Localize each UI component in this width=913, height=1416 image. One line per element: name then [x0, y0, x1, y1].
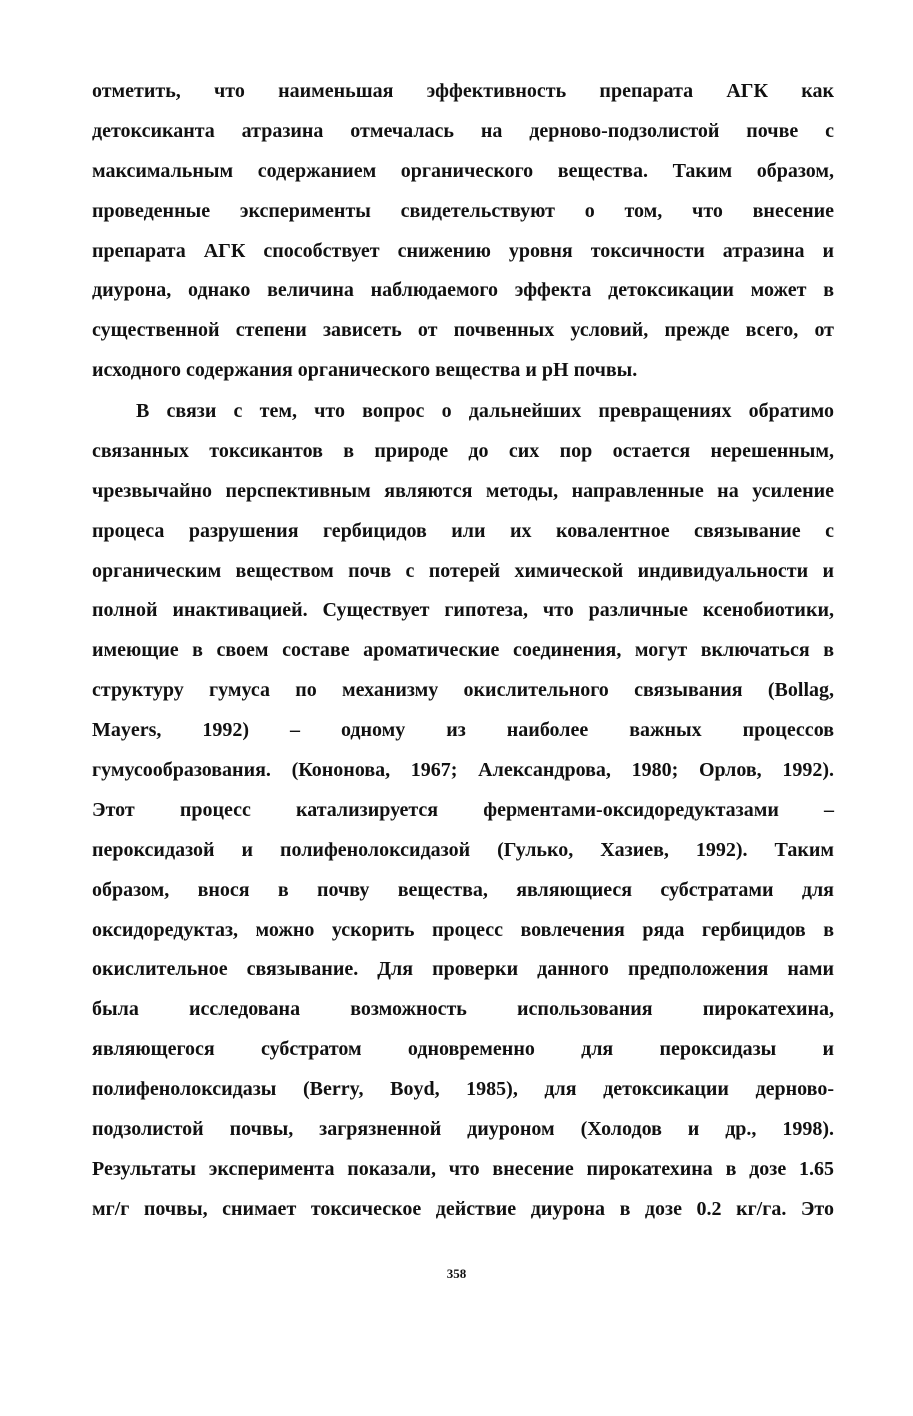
- text-line: отметить, что наименьшая эффективность препарата АГК как: [92, 80, 834, 102]
- text-line: исходного содержания органического вещества и pH почвы.: [92, 359, 638, 382]
- text-line: Mayers, 1992) – одному из наиболее важных процессов: [92, 719, 834, 742]
- text-line: имеющие в своем составе ароматические соединения, могут включаться в: [92, 639, 834, 662]
- text-line: проведенные эксперименты свидетельствуют о том, что внесение: [92, 199, 834, 222]
- text-line: была исследована возможность использования пирокатехина,: [92, 998, 834, 1021]
- text-line: полной инактивацией. Существует гипотеза, что различные ксенобиотики,: [92, 599, 834, 622]
- text-line: полифенолоксидазы (Berry, Boyd, 1985), для детоксикации дерново-: [92, 1078, 834, 1101]
- paragraph-1: [92, 72, 834, 391]
- paragraph-2: [92, 392, 834, 1230]
- text-line: являющегося субстратом одновременно для пероксидазы и: [92, 1038, 834, 1061]
- text-line: процеса разрушения гербицидов или их ковалентное связывание с: [92, 519, 834, 542]
- text-line: образом, внося в почву вещества, являющиеся субстратами для: [92, 878, 834, 901]
- text-line: детоксиканта атразина отмечалась на дерново-подзолистой почве с: [92, 119, 834, 142]
- text-line: чрезвычайно перспективным являются методы, направленные на усиление: [92, 479, 834, 502]
- text-line: подзолистой почвы, загрязненной диуроном (Холодов и др., 1998).: [92, 1118, 834, 1141]
- text-line: максимальным содержанием органического вещества. Таким образом,: [92, 159, 834, 182]
- text-line: В связи с тем, что вопрос о дальнейших превращениях обратимо: [136, 400, 834, 422]
- text-line: структуру гумуса по механизму окислительного связывания (Bollag,: [92, 679, 834, 702]
- text-line: органическим веществом почв с потерей химической индивидуальности и: [92, 559, 834, 582]
- text-line: окислительное связывание. Для проверки данного предположения нами: [92, 958, 834, 981]
- text-line: диурона, однако величина наблюдаемого эффекта детоксикации может в: [92, 279, 834, 302]
- text-line: существенной степени зависеть от почвенных условий, прежде всего, от: [92, 319, 834, 342]
- text-line: гумусообразования. (Кононова, 1967; Александрова, 1980; Орлов, 1992).: [92, 759, 834, 782]
- text-line: мг/г почвы, снимает токсическое действие диурона в дозе 0.2 кг/га. Это: [92, 1197, 834, 1220]
- text-line: пероксидазой и полифенолоксидазой (Гулько, Хазиев, 1992). Таким: [92, 838, 834, 861]
- text-line: препарата АГК способствует снижению уровня токсичности атразина и: [92, 239, 834, 262]
- text-line: связанных токсикантов в природе до сих пор остается нерешенным,: [92, 439, 834, 462]
- text-line: Этот процесс катализируется ферментами-оксидоредуктазами –: [92, 798, 834, 821]
- text-line: оксидоредуктаз, можно ускорить процесс вовлечения ряда гербицидов в: [92, 918, 834, 941]
- text-line: Результаты эксперимента показали, что внесение пирокатехина в дозе 1.65: [92, 1157, 834, 1180]
- page-number: 358: [446, 1266, 467, 1281]
